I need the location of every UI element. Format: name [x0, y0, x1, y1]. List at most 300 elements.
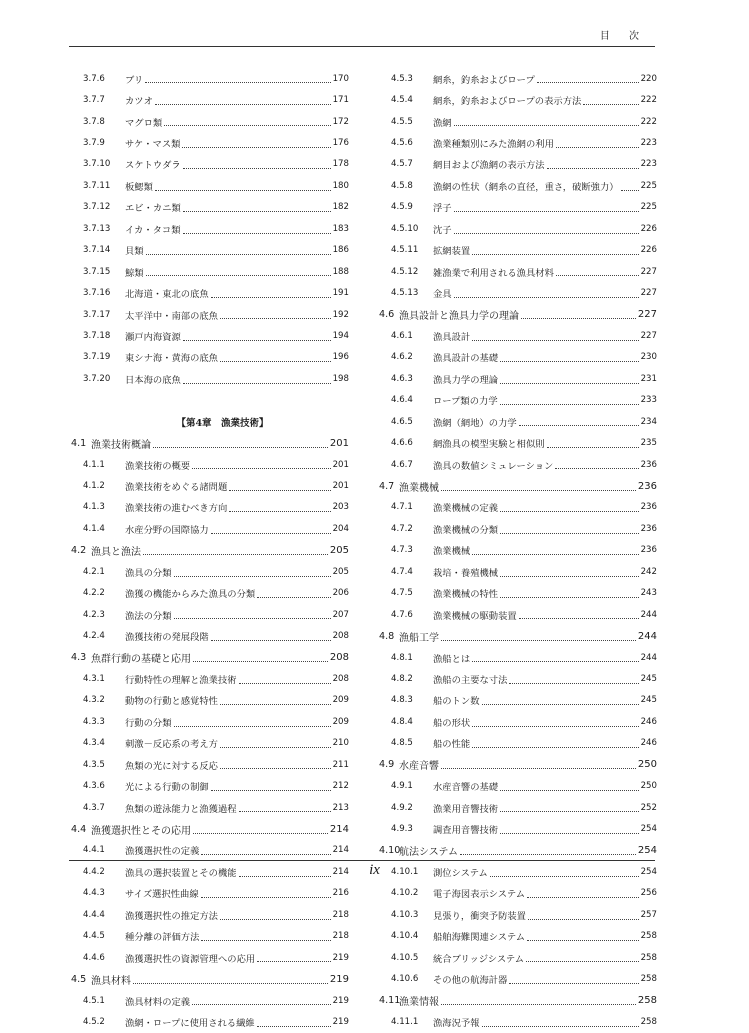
toc-subsection-entry[interactable] [71, 604, 349, 625]
dot-leader [183, 382, 331, 384]
entry-number: 4.5.1 [83, 995, 105, 1006]
entry-number: 4.5.11 [391, 245, 419, 256]
entry-page: 257 [640, 909, 657, 920]
entry-page: 230 [640, 352, 657, 363]
entry-title: 鯨類 [125, 267, 144, 279]
entry-title: エビ・カニ類 [125, 203, 181, 215]
entry-number: 3.7.9 [83, 138, 105, 149]
toc-section-entry[interactable] [71, 818, 349, 839]
entry-number: 3.7.19 [83, 352, 111, 363]
entry-number: 4.7.6 [391, 609, 413, 620]
entry-number: 4.8.4 [391, 716, 413, 727]
entry-number: 3.7.18 [83, 330, 111, 341]
entry-title: 栽培・養殖機械 [433, 567, 499, 579]
dot-leader [537, 81, 639, 83]
entry-number: 4.8 [379, 630, 395, 642]
entry-title: 浮子 [433, 203, 452, 215]
entry-page: 236 [640, 502, 657, 513]
entry-number: 4.8.3 [391, 695, 413, 706]
toc-section-entry[interactable] [379, 475, 657, 496]
toc-subsection-entry[interactable] [379, 89, 657, 110]
toc-subsection-entry[interactable] [71, 218, 349, 239]
entry-page: 246 [640, 716, 657, 727]
entry-number: 4.2 [71, 544, 87, 556]
entry-number: 4.5.9 [391, 202, 413, 213]
toc-subsection-entry[interactable] [379, 154, 657, 175]
entry-page: 219 [329, 973, 349, 985]
entry-title: 雑漁業で利用される漁具材料 [433, 267, 554, 279]
entry-page: 256 [640, 888, 657, 899]
dot-leader [220, 746, 331, 748]
entry-page: 254 [640, 866, 657, 877]
entry-page: 258 [640, 1016, 657, 1027]
entry-title: 漁船工学 [399, 632, 439, 644]
entry-title: 漁業技術の進むべき方向 [125, 503, 228, 515]
entry-page: 252 [640, 802, 657, 813]
toc-subsection-entry[interactable] [71, 797, 349, 818]
toc-subsection-entry[interactable] [71, 926, 349, 947]
dot-leader [472, 746, 638, 748]
toc-subsection-entry[interactable] [71, 518, 349, 539]
toc-subsection-entry[interactable] [379, 540, 657, 561]
toc-subsection-entry[interactable] [71, 197, 349, 218]
toc-subsection-entry[interactable] [71, 68, 349, 89]
entry-number: 4.7.2 [391, 523, 413, 534]
entry-title: 船のトン数 [433, 696, 480, 708]
dot-leader [509, 982, 638, 984]
entry-title: 漁具設計 [433, 331, 471, 343]
entry-title: 統合ブリッジシステム [433, 953, 525, 965]
toc-subsection-entry[interactable] [71, 475, 349, 496]
entry-title: 魚類の遊泳能力と漁獲過程 [125, 803, 237, 815]
dot-leader [482, 1025, 639, 1027]
entry-title: サイズ選択性曲線 [125, 889, 199, 901]
toc-subsection-entry[interactable] [71, 1011, 349, 1032]
entry-title: 漁具力学の理論 [433, 374, 499, 386]
entry-page: 245 [640, 673, 657, 684]
toc-subsection-entry[interactable] [379, 347, 657, 368]
entry-title: マグロ類 [125, 117, 163, 129]
toc-subsection-entry[interactable] [379, 561, 657, 582]
dot-leader [500, 789, 639, 791]
entry-number: 4.9.1 [391, 781, 413, 792]
entry-title: 調査用音響技術 [433, 825, 499, 837]
toc-subsection-entry[interactable] [379, 968, 657, 989]
toc-subsection-entry[interactable] [379, 518, 657, 539]
toc-section-entry[interactable] [379, 840, 657, 861]
toc-subsection-entry[interactable] [71, 754, 349, 775]
toc-subsection-entry[interactable] [379, 775, 657, 796]
toc-section-entry[interactable] [71, 432, 349, 453]
dot-leader [146, 253, 331, 255]
entry-number: 4.6.4 [391, 395, 413, 406]
entry-page: 186 [332, 245, 349, 256]
toc-section-entry[interactable] [379, 625, 657, 646]
toc-subsection-entry[interactable] [379, 668, 657, 689]
entry-title: 航法システム [399, 846, 458, 858]
entry-number: 4.5.4 [391, 95, 413, 106]
toc-subsection-entry[interactable] [71, 325, 349, 346]
toc-subsection-entry[interactable] [71, 240, 349, 261]
toc-subsection-entry[interactable] [379, 175, 657, 196]
toc-subsection-entry[interactable] [71, 561, 349, 582]
toc-subsection-entry[interactable] [379, 883, 657, 904]
toc-subsection-entry[interactable] [71, 111, 349, 132]
entry-title: 漁獲選択性の定義 [125, 846, 200, 858]
entry-title: 漁獲技術の発展段階 [125, 632, 209, 644]
entry-title: 行動の分類 [125, 717, 172, 729]
entry-page: 198 [332, 373, 349, 384]
dot-leader [547, 446, 639, 448]
entry-number: 4.10.6 [391, 974, 419, 985]
entry-page: 196 [332, 352, 349, 363]
entry-title: その他の航海計器 [433, 975, 508, 987]
entry-page: 231 [640, 373, 657, 384]
toc-subsection-entry[interactable] [71, 175, 349, 196]
entry-number: 4.1.4 [83, 523, 105, 534]
entry-page: 201 [332, 481, 349, 492]
entry-number: 4.5.7 [391, 159, 413, 170]
toc-subsection-entry[interactable] [379, 411, 657, 432]
entry-page: 243 [640, 588, 657, 599]
entry-page: 208 [329, 652, 349, 664]
entry-number: 4.5.12 [391, 266, 419, 277]
entry-title: 漁業機械の駆動装置 [433, 610, 517, 622]
entry-page: 227 [640, 330, 657, 341]
entry-page: 227 [637, 309, 657, 321]
entry-page: 172 [332, 116, 349, 127]
toc-subsection-entry[interactable] [379, 68, 657, 89]
entry-title: 漁業技術をめぐる諸問題 [125, 482, 228, 494]
toc-subsection-entry[interactable] [379, 690, 657, 711]
dot-leader [441, 767, 636, 769]
dot-leader [454, 232, 639, 234]
entry-page: 245 [640, 695, 657, 706]
dot-leader [555, 467, 638, 469]
toc-subsection-entry[interactable] [71, 625, 349, 646]
toc-subsection-entry[interactable] [379, 797, 657, 818]
toc-subsection-entry[interactable] [379, 497, 657, 518]
dot-leader [193, 660, 328, 662]
dot-leader [441, 489, 636, 491]
entry-page: 178 [332, 159, 349, 170]
toc-subsection-entry[interactable] [379, 904, 657, 925]
dot-leader [211, 296, 331, 298]
toc-section-entry[interactable] [71, 540, 349, 561]
entry-number: 4.2.4 [83, 631, 105, 642]
dot-leader [500, 596, 639, 598]
toc-subsection-entry[interactable] [379, 926, 657, 947]
entry-title: 網漁具の模型実験と相似則 [433, 439, 545, 451]
toc-section-entry[interactable] [71, 647, 349, 668]
entry-page: 220 [640, 73, 657, 84]
dot-leader [500, 360, 639, 362]
entry-number: 4.10.1 [391, 866, 419, 877]
entry-title: 水産音響の基礎 [433, 782, 499, 794]
dot-leader [509, 682, 638, 684]
toc-section-entry[interactable] [379, 754, 657, 775]
dot-leader [201, 939, 330, 941]
dot-leader [229, 510, 330, 512]
entry-title: 見張り，衝突予防装置 [433, 910, 526, 922]
dot-leader [201, 896, 331, 898]
entry-page: 258 [640, 952, 657, 963]
toc-subsection-entry[interactable] [379, 647, 657, 668]
entry-title: 漁業技術の概要 [125, 460, 191, 472]
entry-title: 網糸，釣糸およびロープの表示方法 [433, 96, 582, 108]
toc-subsection-entry[interactable] [379, 1011, 657, 1032]
entry-page: 176 [332, 138, 349, 149]
toc-subsection-entry[interactable] [379, 325, 657, 346]
toc-subsection-entry[interactable] [71, 947, 349, 968]
toc-section-entry[interactable] [379, 304, 657, 325]
entry-title: 魚群行動の基礎と応用 [91, 654, 191, 666]
entry-page: 223 [640, 138, 657, 149]
entry-page: 208 [332, 673, 349, 684]
entry-page: 188 [332, 266, 349, 277]
entry-number: 4.7.5 [391, 588, 413, 599]
toc-subsection-entry[interactable] [71, 132, 349, 153]
dot-leader [500, 832, 639, 834]
entry-number: 4.8.5 [391, 738, 413, 749]
dot-leader [500, 510, 639, 512]
dot-leader [143, 553, 328, 555]
entry-page: 225 [640, 202, 657, 213]
entry-page: 204 [332, 523, 349, 534]
dot-leader [472, 253, 638, 255]
entry-number: 3.7.6 [83, 73, 105, 84]
entry-title: 漁船とは [433, 653, 471, 665]
toc-subsection-entry[interactable] [71, 711, 349, 732]
entry-title: 拡網装置 [433, 246, 471, 258]
toc-subsection-entry[interactable] [71, 304, 349, 325]
entry-page: 246 [640, 738, 657, 749]
entry-page: 206 [332, 588, 349, 599]
toc-subsection-entry[interactable] [71, 775, 349, 796]
toc-subsection-entry[interactable] [71, 733, 349, 754]
toc-subsection-entry[interactable] [71, 668, 349, 689]
entry-number: 4.1.2 [83, 481, 105, 492]
entry-number: 4.10 [379, 844, 401, 856]
entry-page: 205 [332, 566, 349, 577]
toc-subsection-entry[interactable] [71, 904, 349, 925]
entry-page: 225 [640, 180, 657, 191]
dot-leader [211, 532, 331, 534]
dot-leader [133, 982, 328, 984]
entry-title: 光による行動の制御 [125, 782, 209, 794]
toc-subsection-entry[interactable] [71, 89, 349, 110]
dot-leader [174, 575, 331, 577]
toc-subsection-entry[interactable] [71, 583, 349, 604]
entry-number: 4.10.3 [391, 909, 419, 920]
entry-title: 漁具と漁法 [91, 546, 141, 558]
entry-page: 242 [640, 566, 657, 577]
toc-subsection-entry[interactable] [379, 583, 657, 604]
entry-page: 211 [332, 759, 349, 770]
entry-title: 網糸，釣糸およびロープ [433, 74, 535, 86]
dot-leader [239, 682, 331, 684]
entry-page: 182 [332, 202, 349, 213]
header-rule [69, 46, 655, 47]
entry-title: 漁網・ロープに使用される繊維 [125, 1017, 255, 1029]
entry-title: 種分離の評価方法 [125, 932, 200, 944]
entry-title: 漁獲選択性の推定方法 [125, 910, 218, 922]
dot-leader [556, 274, 639, 276]
dot-leader [583, 103, 638, 105]
entry-title: 漁業技術概論 [91, 439, 151, 451]
entry-title: サケ・マス類 [125, 139, 181, 151]
entry-number: 3.7.14 [83, 245, 111, 256]
entry-page: 219 [332, 995, 349, 1006]
toc-subsection-entry[interactable] [71, 883, 349, 904]
toc-subsection-entry[interactable] [71, 347, 349, 368]
entry-title: 漁具の選択装置とその機能 [125, 867, 237, 879]
dot-leader [454, 210, 639, 212]
toc-subsection-entry[interactable] [379, 368, 657, 389]
dot-leader [174, 617, 331, 619]
dot-leader [500, 532, 639, 534]
entry-page: 218 [332, 931, 349, 942]
entry-number: 4.10.5 [391, 952, 419, 963]
toc-subsection-entry[interactable] [379, 733, 657, 754]
entry-title: 水産音響 [399, 761, 439, 773]
entry-number: 4.4.3 [83, 888, 105, 899]
dot-leader [183, 339, 331, 341]
entry-number: 3.7.15 [83, 266, 111, 277]
entry-title: 漁業機械 [433, 546, 471, 558]
toc-subsection-entry[interactable] [71, 497, 349, 518]
entry-page: 250 [640, 781, 657, 792]
page-number: ix [369, 862, 380, 878]
entry-page: 227 [640, 266, 657, 277]
footer-rule [69, 860, 655, 861]
entry-page: 219 [332, 1016, 349, 1027]
toc-subsection-entry[interactable] [379, 390, 657, 411]
toc-subsection-entry[interactable] [379, 132, 657, 153]
dot-leader [472, 553, 638, 555]
toc-subsection-entry[interactable] [379, 947, 657, 968]
dot-leader [155, 189, 331, 191]
entry-title: 東シナ海・黄海の底魚 [125, 353, 218, 365]
toc-subsection-entry[interactable] [379, 240, 657, 261]
toc-subsection-entry[interactable] [379, 111, 657, 132]
entry-title: 瀬戸内海資源 [125, 331, 181, 343]
entry-title: 漁海況予報 [433, 1017, 480, 1029]
toc-subsection-entry[interactable] [71, 368, 349, 389]
entry-number: 4.8.1 [391, 652, 413, 663]
entry-title: 北海道・東北の底魚 [125, 289, 209, 301]
entry-number: 4.3.6 [83, 781, 105, 792]
entry-page: 218 [332, 909, 349, 920]
entry-number: 4.5.13 [391, 288, 419, 299]
dot-leader [500, 575, 639, 577]
entry-number: 4.7.1 [391, 502, 413, 513]
entry-page: 194 [332, 330, 349, 341]
toc-subsection-entry[interactable] [71, 282, 349, 303]
entry-page: 205 [329, 544, 349, 556]
entry-page: 250 [637, 759, 657, 771]
entry-title: 漁業情報 [399, 997, 439, 1009]
toc-subsection-entry[interactable] [71, 261, 349, 282]
dot-leader [472, 725, 638, 727]
dot-leader [220, 703, 331, 705]
toc-subsection-entry[interactable] [379, 432, 657, 453]
chapter-title: 【第4章 漁業技術】 [176, 417, 269, 429]
toc-subsection-entry[interactable] [379, 261, 657, 282]
toc-section-entry[interactable] [71, 968, 349, 989]
dot-leader [472, 339, 638, 341]
entry-page: 180 [332, 180, 349, 191]
entry-number: 4.2.3 [83, 609, 105, 620]
dot-leader [183, 232, 331, 234]
entry-page: 222 [640, 116, 657, 127]
dot-leader [621, 189, 639, 191]
dot-leader [547, 167, 639, 169]
entry-number: 4.4.2 [83, 866, 105, 877]
entry-page: 236 [640, 459, 657, 470]
dot-leader [528, 918, 639, 920]
entry-number: 3.7.10 [83, 159, 111, 170]
entry-number: 4.3.3 [83, 716, 105, 727]
entry-number: 4.3 [71, 652, 87, 664]
dot-leader [182, 146, 330, 148]
entry-title: 漁網の性状（網糸の直径，重さ，破断強力） [433, 181, 619, 193]
toc-subsection-entry[interactable] [379, 282, 657, 303]
entry-number: 4.6 [379, 309, 395, 321]
entry-title: 漁業機械 [399, 482, 439, 494]
entry-page: 258 [640, 931, 657, 942]
toc-subsection-entry[interactable] [379, 604, 657, 625]
toc-subsection-entry[interactable] [379, 711, 657, 732]
entry-page: 209 [332, 716, 349, 727]
entry-number: 4.8.2 [391, 673, 413, 684]
entry-number: 3.7.20 [83, 373, 111, 384]
entry-page: 244 [640, 652, 657, 663]
entry-page: 236 [640, 523, 657, 534]
entry-title: 漁具設計と漁具力学の理論 [399, 311, 519, 323]
dot-leader [441, 1003, 636, 1005]
entry-title: 測位システム [433, 867, 488, 879]
toc-subsection-entry[interactable] [71, 840, 349, 861]
entry-title: 動物の行動と感覚特性 [125, 696, 218, 708]
toc-subsection-entry[interactable] [379, 197, 657, 218]
entry-title: 船の性能 [433, 739, 471, 751]
toc-section-entry[interactable] [379, 990, 657, 1011]
toc-subsection-entry[interactable] [71, 454, 349, 475]
entry-page: 226 [640, 223, 657, 234]
dot-leader [193, 832, 328, 834]
dot-leader [220, 918, 331, 920]
entry-number: 4.2.2 [83, 588, 105, 599]
entry-number: 4.9.3 [391, 824, 413, 835]
entry-title: 漁業機械の分類 [433, 524, 499, 536]
toc-subsection-entry[interactable] [379, 818, 657, 839]
dot-leader [454, 124, 639, 126]
entry-number: 4.6.7 [391, 459, 413, 470]
toc-subsection-entry[interactable] [379, 218, 657, 239]
dot-leader [192, 1003, 331, 1005]
dot-leader [211, 639, 331, 641]
entry-title: 漁具設計の基礎 [433, 353, 499, 365]
toc-subsection-entry[interactable] [71, 690, 349, 711]
toc-subsection-entry[interactable] [71, 990, 349, 1011]
toc-subsection-entry[interactable] [71, 154, 349, 175]
entry-title: 漁網（網地）の力学 [433, 417, 517, 429]
entry-title: スケトウダラ [125, 160, 181, 172]
toc-subsection-entry[interactable] [379, 454, 657, 475]
entry-title: イカ・タコ類 [125, 224, 181, 236]
entry-page: 226 [640, 245, 657, 256]
